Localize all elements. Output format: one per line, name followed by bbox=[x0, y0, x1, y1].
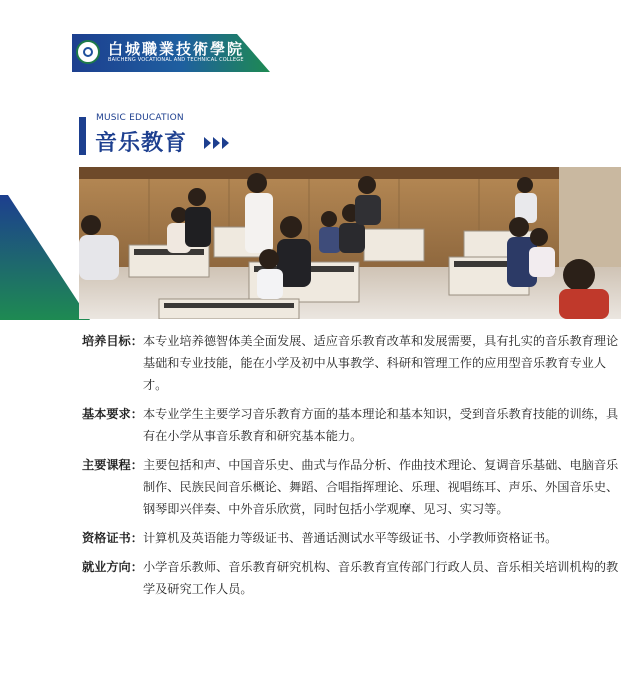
college-seal-icon bbox=[76, 40, 100, 64]
college-name-cn: 白城職業技術學院 bbox=[108, 40, 245, 58]
decorative-side-bar bbox=[0, 195, 90, 325]
item-label: 就业方向： bbox=[82, 560, 143, 574]
college-name-en: BAICHENG VOCATIONAL AND TECHNICAL COLLEGE bbox=[108, 57, 244, 63]
list-item-goal bbox=[82, 330, 627, 396]
item-text: 主要包括和声、中国音乐史、曲式与作品分析、作曲技术理论、复调音乐基础、电脑音乐制作、民族民间音乐概论、舞蹈、合唱指挥理论、乐理、视唱练耳、声乐、外国音乐史、钢琴即兴伴奏、中外音乐欣赏，同时包括小学观摩、见习、实习等。 bbox=[142, 458, 619, 516]
item-text: 本专业学生主要学习音乐教育方面的基本理论和基本知识，受到音乐教育技能的训练，具有在小学从事音乐教育和研究基本能力。 bbox=[142, 407, 619, 443]
item-text: 小学音乐教师、音乐教育研究机构、音乐教育宣传部门行政人员、音乐相关培训机构的教学及研究工作人员。 bbox=[142, 560, 619, 596]
program-details bbox=[82, 330, 627, 607]
item-label: 培养目标： bbox=[82, 334, 143, 348]
list-item-requirements bbox=[82, 403, 627, 447]
item-label: 主要课程： bbox=[82, 458, 143, 472]
item-text: 本专业培养德智体美全面发展、适应音乐教育改革和发展需要，具有扎实的音乐教育理论基础和专业技能，能在小学及初中从事教学、科研和管理工作的应用型音乐教育专业人才。 bbox=[142, 334, 619, 392]
section-title-cn: 音乐教育 bbox=[95, 131, 188, 156]
section-title-en: MUSIC EDUCATION bbox=[96, 113, 184, 123]
section-accent-bar bbox=[79, 117, 86, 155]
classroom-photo bbox=[79, 167, 621, 319]
triple-chevron-right-icon bbox=[204, 137, 230, 149]
list-item-courses bbox=[82, 454, 627, 520]
list-item-careers bbox=[82, 556, 627, 600]
item-label: 基本要求： bbox=[82, 407, 143, 421]
item-text: 计算机及英语能力等级证书、普通话测试水平等级证书、小学教师资格证书。 bbox=[142, 531, 558, 545]
item-label: 资格证书： bbox=[82, 531, 143, 545]
list-item-certificates bbox=[82, 527, 627, 549]
